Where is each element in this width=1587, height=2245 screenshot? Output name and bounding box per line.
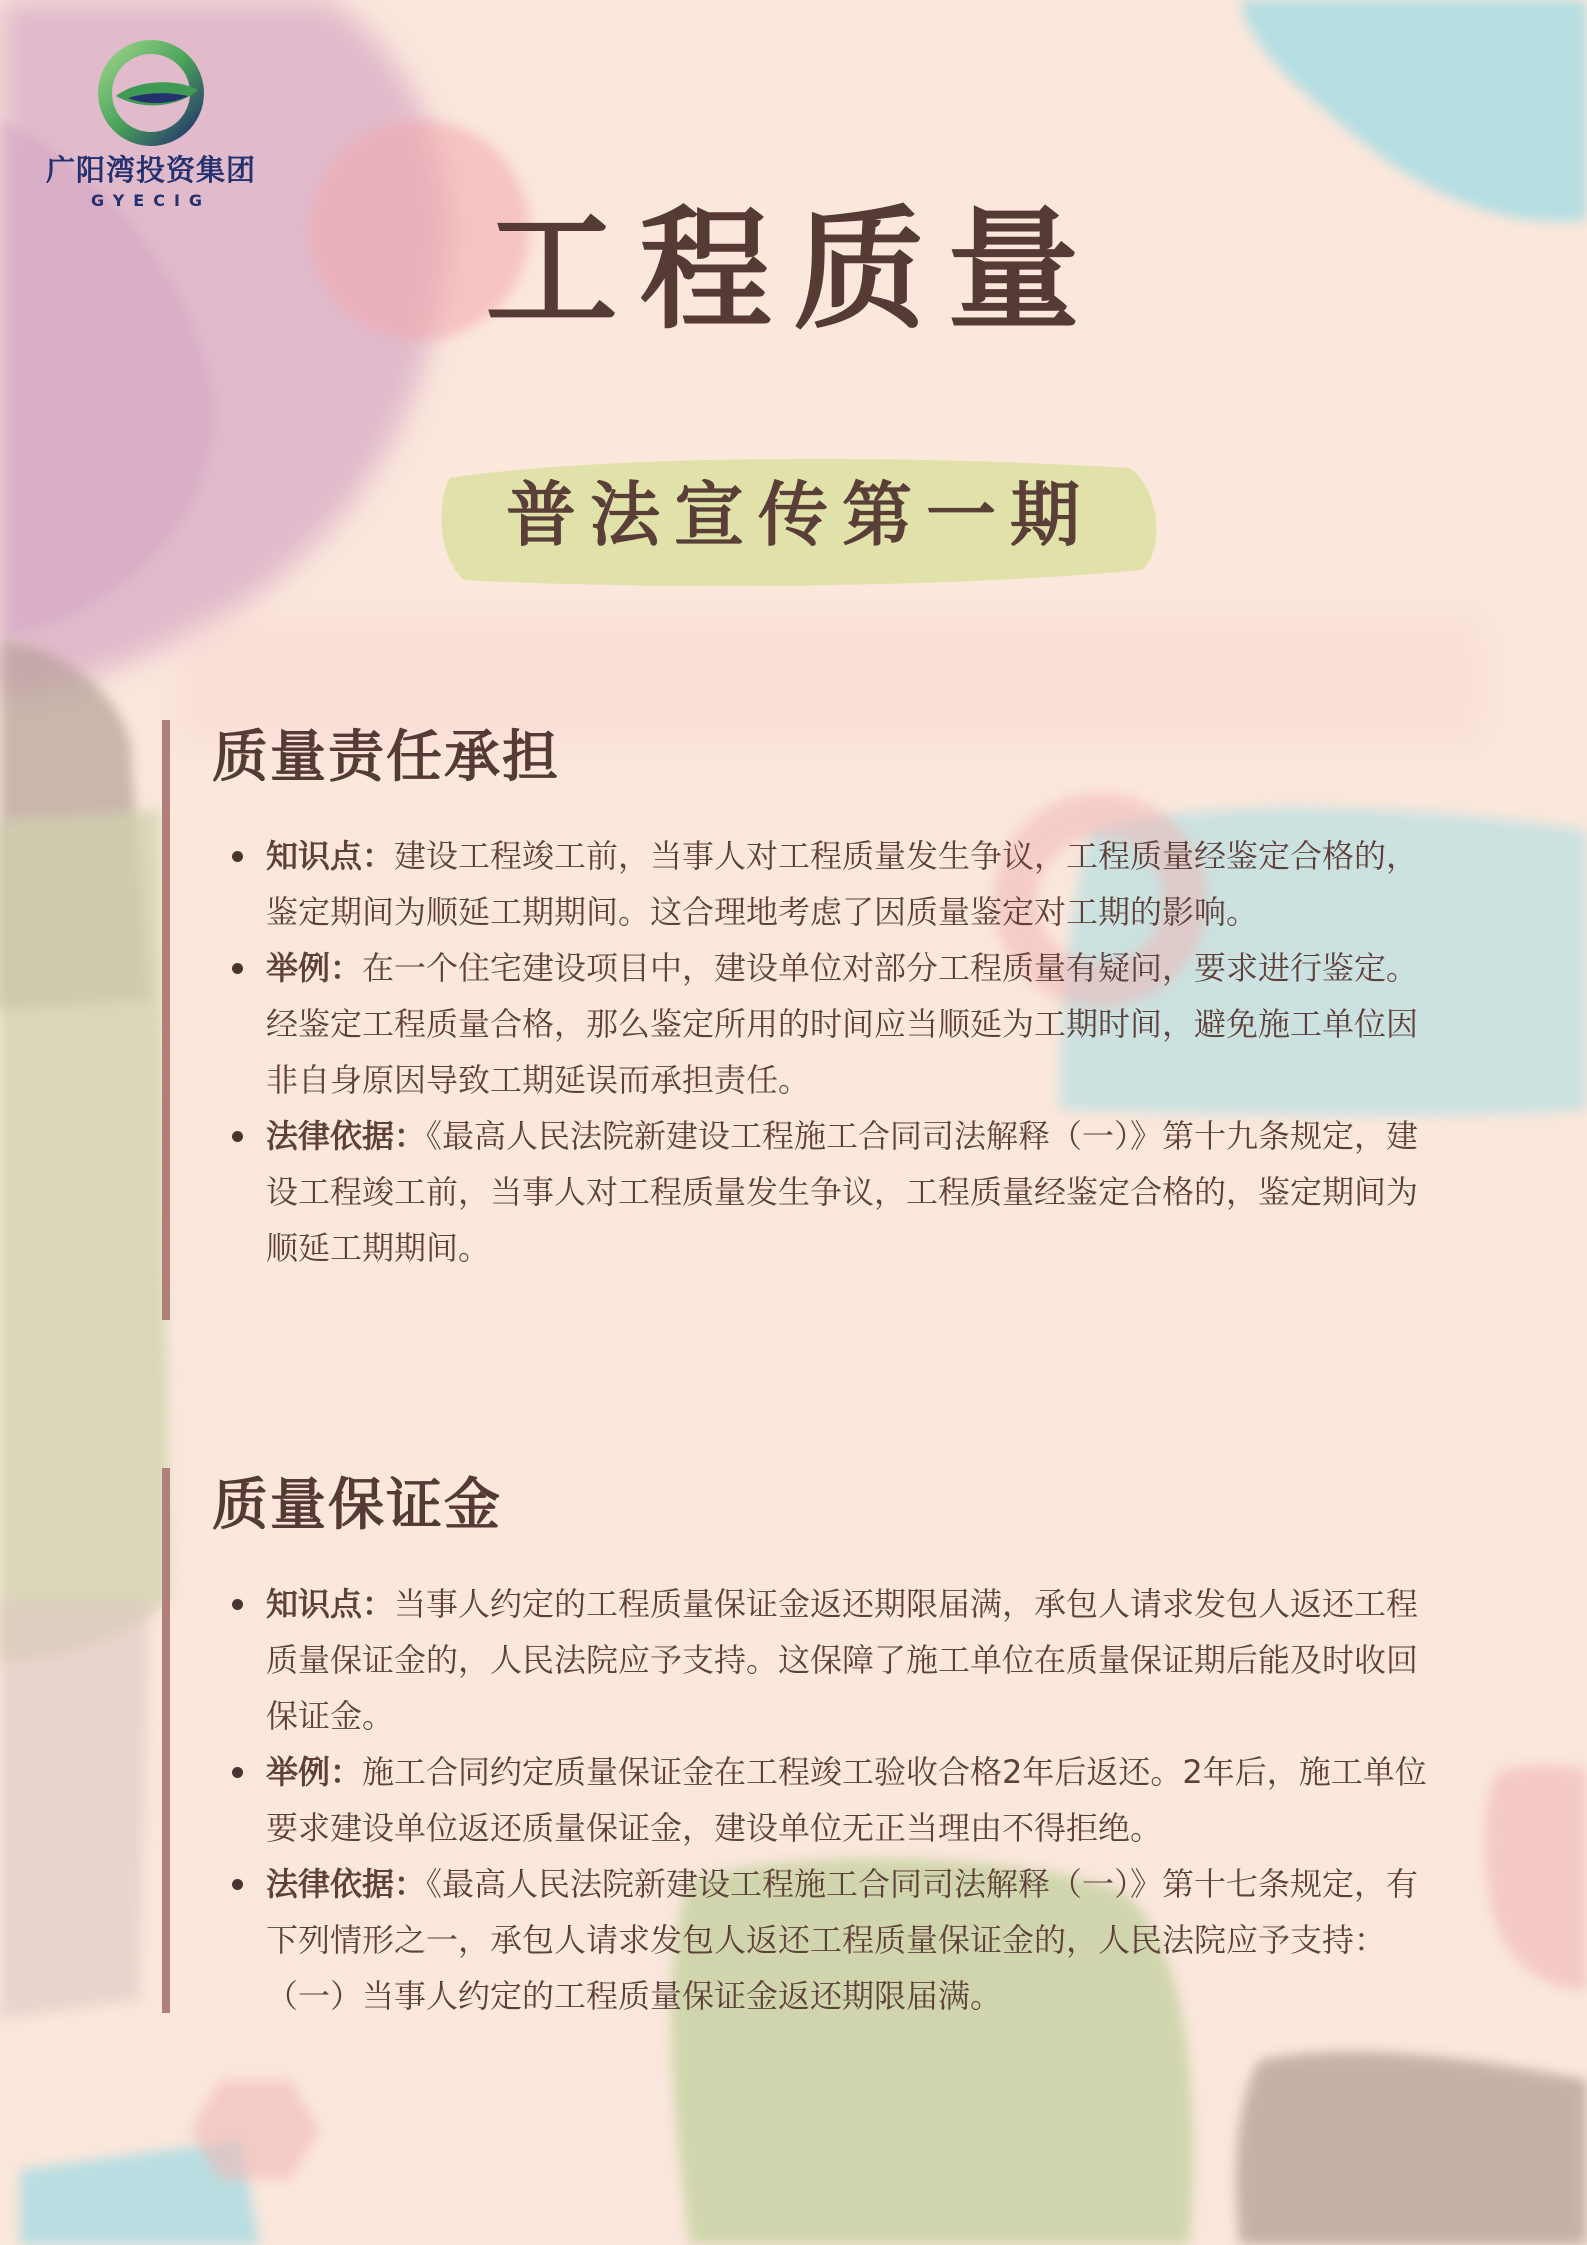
company-logo bbox=[36, 40, 266, 210]
list-item bbox=[230, 1856, 1430, 2024]
item-text: 《最高人民法院新建设工程施工合同司法解释（一）》第十九条规定，建设工程竣工前，当事人对工程质量发生争议，工程质量经鉴定合格的，鉴定期间为顺延工期期间。 bbox=[266, 1117, 1419, 1267]
list-item bbox=[230, 1744, 1430, 1856]
subtitle-banner bbox=[430, 440, 1170, 600]
page-title: 工程质量 bbox=[485, 194, 1102, 348]
list-item bbox=[230, 828, 1430, 940]
item-text: 建设工程竣工前，当事人对工程质量发生争议，工程质量经鉴定合格的，鉴定期间为顺延工期期间。这合理地考虑了因质量鉴定对工期的影响。 bbox=[266, 837, 1419, 931]
item-label: 法律依据： bbox=[266, 1117, 427, 1155]
section-list bbox=[230, 1576, 1430, 2024]
item-text: 在一个住宅建设项目中，建设单位对部分工程质量有疑问，要求进行鉴定。经鉴定工程质量合格，那么鉴定所用的时间应当顺延为工期时间，避免施工单位因非自身原因导致工期延误而承担责任。 bbox=[266, 949, 1419, 1099]
list-item bbox=[230, 1108, 1430, 1276]
item-label: 法律依据： bbox=[266, 1865, 427, 1903]
subtitle: 普法宣传第一期 bbox=[506, 473, 1094, 556]
item-text: 施工合同约定质量保证金在工程竣工验收合格2年后返还。2年后，施工单位要求建设单位返还质量保证金，建设单位无正当理由不得拒绝。 bbox=[266, 1753, 1427, 1847]
item-text: 当事人约定的工程质量保证金返还期限届满，承包人请求发包人返还工程质量保证金的，人民法院应予支持。这保障了施工单位在质量保证期后能及时收回保证金。 bbox=[266, 1585, 1419, 1735]
company-abbreviation: GYECIG bbox=[90, 191, 212, 210]
section-accent-bar bbox=[162, 720, 170, 1320]
list-item bbox=[230, 1576, 1430, 1744]
item-label: 知识点： bbox=[266, 1585, 395, 1623]
item-label: 举例： bbox=[266, 1753, 363, 1791]
company-name: 广阳湾投资集团 bbox=[45, 153, 256, 187]
list-item bbox=[230, 940, 1430, 1108]
section-quality-responsibility bbox=[162, 720, 1432, 1320]
section-accent-bar bbox=[162, 1468, 170, 2013]
item-label: 知识点： bbox=[266, 837, 395, 875]
section-heading: 质量保证金 bbox=[212, 1473, 502, 1538]
logo-emblem-icon bbox=[96, 40, 206, 146]
item-text: 《最高人民法院新建设工程施工合同司法解释（一）》第十七条规定，有下列情形之一，承包人请求发包人返还工程质量保证金的，人民法院应予支持：（一）当事人约定的工程质量保证金返还期限届满。 bbox=[266, 1865, 1419, 2015]
section-quality-deposit bbox=[162, 1468, 1432, 2013]
section-list bbox=[230, 828, 1430, 1276]
item-label: 举例： bbox=[266, 949, 363, 987]
section-heading: 质量责任承担 bbox=[212, 725, 560, 790]
